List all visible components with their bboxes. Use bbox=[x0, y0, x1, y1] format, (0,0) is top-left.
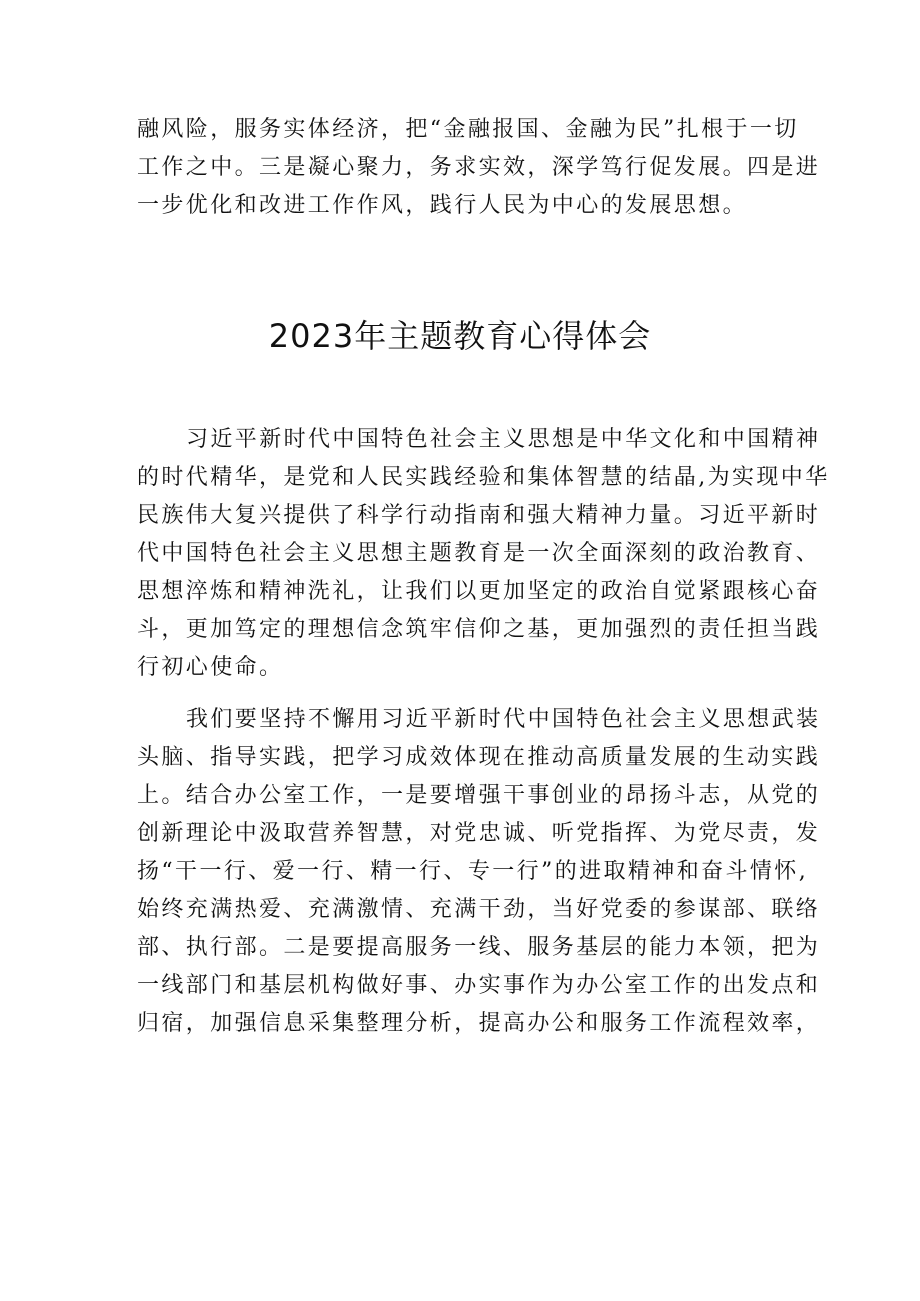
body-text-line: 一线部门和基层机构做好事、办实事作为办公室工作的出发点和 bbox=[137, 973, 821, 998]
body-text-line: 部、执行部。二是要提高服务一线、服务基层的能力本领，把为 bbox=[137, 935, 821, 960]
body-text-line: 上。结合办公室工作，一是要增强干事创业的昂扬斗志，从党的 bbox=[137, 783, 821, 808]
body-text-line: 习近平新时代中国特色社会主义思想是中华文化和中国精神 bbox=[186, 427, 821, 452]
body-text-line: 融风险，服务实体经济，把“金融报国、金融为民”扎根于一切 bbox=[137, 117, 799, 142]
body-text-line: 扬“干一行、爱一行、精一行、专一行”的进取精神和奋斗情怀, bbox=[137, 859, 809, 884]
body-text-line: 思想淬炼和精神洗礼，让我们以更加坚定的政治自觉紧跟核心奋 bbox=[137, 579, 821, 604]
body-text-line: 斗，更加笃定的理想信念筑牢信仰之基，更加强烈的责任担当践 bbox=[137, 617, 821, 642]
body-text-line: 代中国特色社会主义思想主题教育是一次全面深刻的政治教育、 bbox=[137, 541, 821, 566]
body-text-line: 我们要坚持不懈用习近平新时代中国特色社会主义思想武装 bbox=[186, 707, 821, 732]
body-text-line: 的时代精华，是党和人民实践经验和集体智慧的结晶,为实现中华 bbox=[137, 465, 830, 490]
body-text-line: 始终充满热爱、充满激情、充满干劲，当好党委的参谋部、联络 bbox=[137, 897, 821, 922]
body-text-line: 归宿，加强信息采集整理分析，提高办公和服务工作流程效率， bbox=[137, 1011, 821, 1036]
body-text-line: 创新理论中汲取营养智慧，对党忠诚、听党指挥、为党尽责，发 bbox=[137, 821, 821, 846]
document-title: 2023年主题教育心得体会 bbox=[268, 317, 652, 355]
body-text-line: 行初心使命。 bbox=[137, 655, 284, 680]
body-text-line: 头脑、指导实践，把学习成效体现在推动高质量发展的生动实践 bbox=[137, 745, 821, 770]
body-text-line: 一步优化和改进工作作风，践行人民为中心的发展思想。 bbox=[137, 193, 748, 218]
body-text-line: 民族伟大复兴提供了科学行动指南和强大精神力量。习近平新时 bbox=[137, 503, 821, 528]
body-text-line: 工作之中。三是凝心聚力，务求实效，深学笃行促发展。四是进 bbox=[137, 155, 821, 180]
